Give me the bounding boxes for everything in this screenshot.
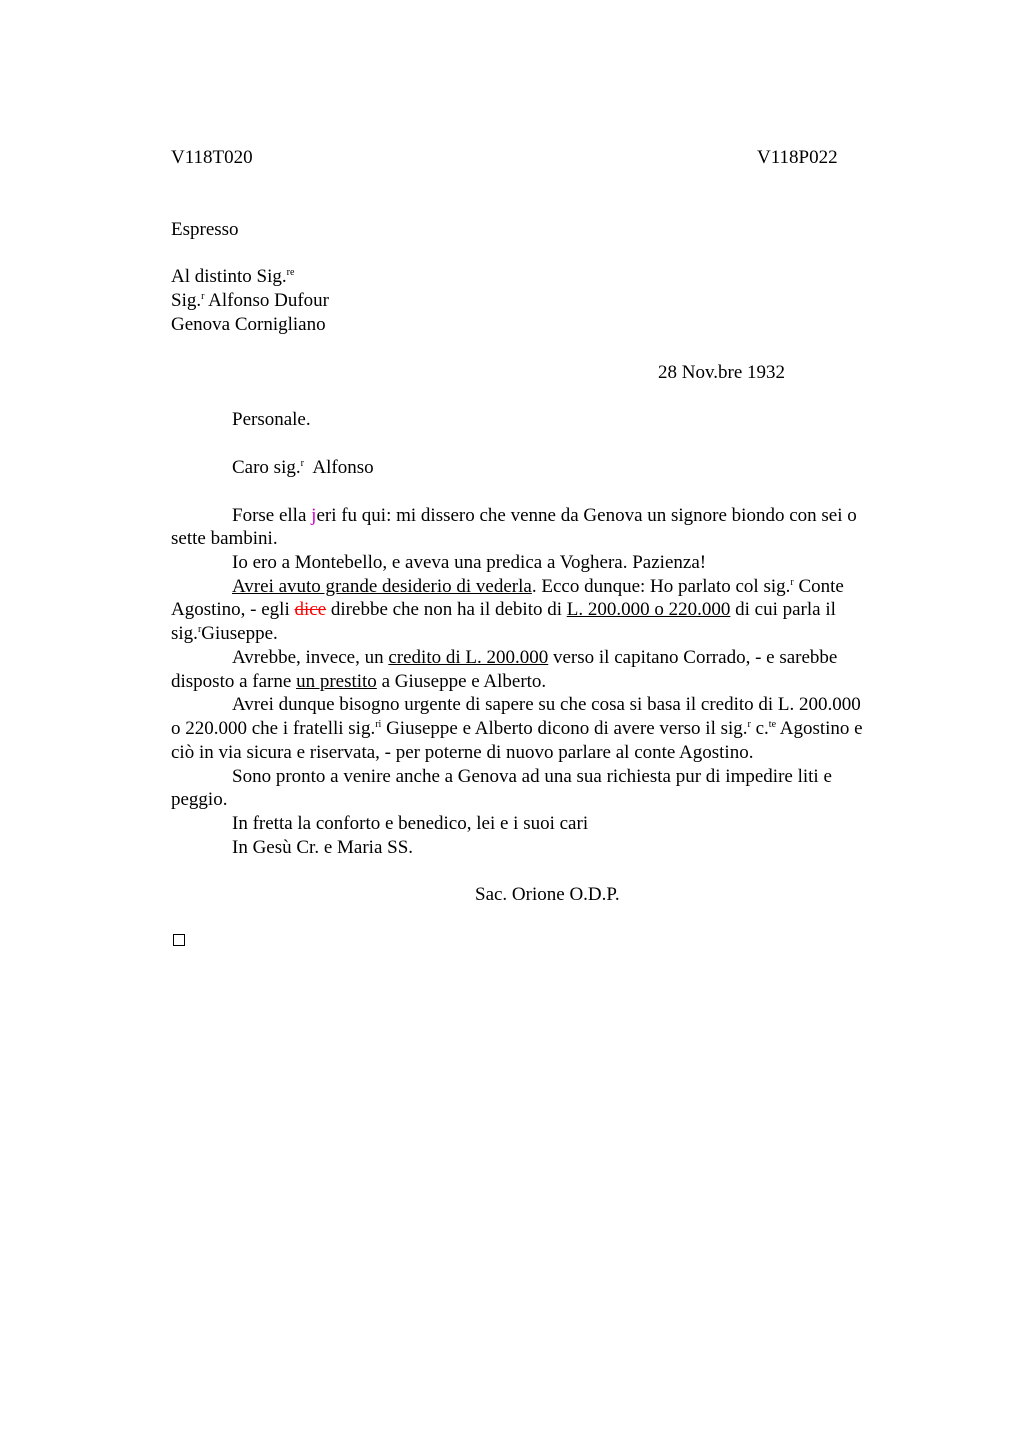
closing-line: In fretta la conforto e benedico, lei e i suoi cari <box>232 813 589 834</box>
body-line: sette bambini. <box>171 528 278 549</box>
body-line: peggio. <box>171 789 228 810</box>
body-line: Sono pronto a venire anche a Genova ad una sua richiesta pur di impedire liti e <box>232 766 832 787</box>
body-line: Avrebbe, invece, un credito di L. 200.000 verso il capitano Corrado, - e sarebbe <box>232 647 838 668</box>
body-line: Avrei avuto grande desiderio di vederla. Ecco dunque: Ho parlato col sig.$^r$ Conte <box>232 576 844 597</box>
body-line: sig.$^r$Giuseppe. <box>171 623 278 644</box>
personal-note: Personale. <box>232 409 311 430</box>
reference-code-right: V118P022 <box>757 147 838 168</box>
closing-line: In Gesù Cr. e Maria SS. <box>232 837 414 858</box>
address-line-2: Sig.$^r$ Alfonso Dufour <box>171 290 330 311</box>
letter-date: 28 Nov.bre 1932 <box>658 362 785 383</box>
address-line-1: Al distinto Sig.$^{re}$ <box>171 266 295 287</box>
body-line: Io ero a Montebello, e aveva una predica a Voghera. Pazienza! <box>232 552 707 573</box>
delivery-note: Espresso <box>171 219 239 240</box>
reference-code-left: V118T020 <box>171 147 253 168</box>
body-line: ciò in via sicura e riservata, - per poterne di nuovo parlare al conte Agostino. <box>171 742 754 763</box>
body-line: Agostino, - egli dice direbbe che non ha il debito di L. 200.000 o 220.000 di cui parla il <box>171 599 836 620</box>
body-line: Forse ella jeri fu qui: mi dissero che venne da Genova un signore biondo con sei o <box>232 505 857 526</box>
checkbox-square-icon <box>173 934 185 946</box>
address-line-3: Genova Cornigliano <box>171 314 326 335</box>
salutation: Caro sig.$^r$ Alfonso <box>232 457 374 478</box>
body-line: disposto a farne un prestito a Giuseppe e Alberto. <box>171 671 547 692</box>
body-line: Avrei dunque bisogno urgente di sapere su che cosa si basa il credito di L. 200.000 <box>232 694 861 715</box>
body-line: o 220.000 che i fratelli sig.$^{ri}$ Giuseppe e Alberto dicono di avere verso il sig.$^r$ c.$^{te}$ Agostino e <box>171 718 863 739</box>
signature: Sac. Orione O.D.P. <box>475 884 620 905</box>
